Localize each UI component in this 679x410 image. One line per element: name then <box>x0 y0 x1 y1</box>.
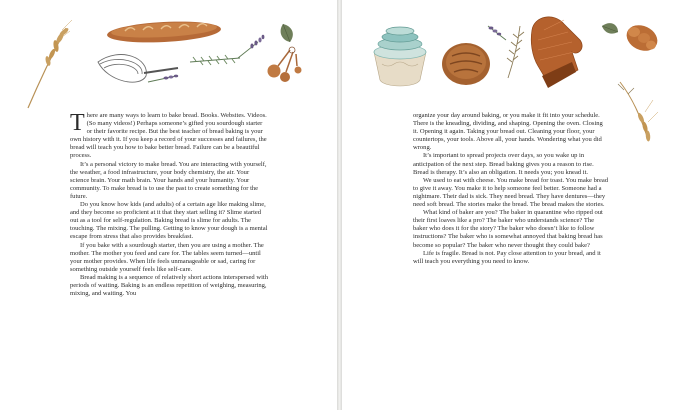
left-page-text <box>70 112 268 298</box>
leaf-icon <box>602 23 618 33</box>
paragraph: Bread making is a sequence of relatively short actions interspersed with periods of waiting. Baking is an endless repetition of weighing, measuring, mixing, and waiting. You <box>70 273 268 298</box>
nesting-bowls-icon <box>374 27 426 86</box>
measuring-spoons-icon <box>268 47 302 82</box>
leaf-icon <box>281 24 293 42</box>
right-page-text <box>413 112 609 266</box>
brioche-icon <box>622 20 661 55</box>
paragraph: organize your day around baking, or you make it fit into your schedule. There is the kneading, dividing, and shaping. Opening the oven. Closing it. Opening it again. Taking your bread out. Cleaning your floor, your countertops, your tools. Above all, your hands. Wondering what you did wrong. <box>413 112 603 152</box>
right-page <box>342 0 679 410</box>
oven-mitt-icon <box>531 17 582 88</box>
lavender-sprig-icon <box>238 35 264 58</box>
round-boule-icon <box>442 43 490 85</box>
paragraph: If you bake with a sourdough starter, then you are using a mother. The mother. The mother you feed and care for. The tables seem turned—until your mother provides. When life feels unmanageable or sad, caring for something outside yourself feels like self-care. <box>70 241 264 273</box>
paragraph: It’s important to spread projects over days, so you wake up in anticipation of the next step. Bread baking gives you a reason to rise. Bread is therapy. It’s also an obligation. It needs you; you knead it. <box>413 152 594 176</box>
paragraph: Do you know how kids (and adults) of a certain age like making slime, and they become so proficient at it that they start selling it? Slime started out as a tool for self-regulation. Baking bread is slime for adults. The touching. The mixing. The pulling. Getting to know your dough is a mental escape from stress that also provides breakfast. <box>70 201 268 241</box>
paragraph: We used to eat with cheese. You make bread for toast. You make bread to give it away. You make it to help someone feel better. Someone had a nightmare. Their dad is sick. They need bread. They have dentures—they need soft bread. The stories make the bread. The bread makes the stories. <box>413 176 609 209</box>
left-page <box>0 0 337 410</box>
wheat-stalk-icon <box>618 82 658 142</box>
paragraph: It’s a personal victory to make bread. You are interacting with yourself, the weather, a food infrastructure, your body chemistry, the air. Your science brain. Your math brain. Your hands and your humanity. Your community. To make bread is to use the past to create something for the future. <box>70 160 267 200</box>
rosemary-sprig-icon <box>190 55 240 65</box>
paragraph: There are many ways to learn to bake bread. Books. Websites. Videos. (So many videos!) Perhaps someone’s gifted you sourdough starter or their favorite recipe. But the best teacher of bread baking is your own history with it. If you keep a record of your successes and failures, the bread will teach you how to bake better bread. Failure can be a beautiful process. <box>70 110 267 160</box>
wheat-stalk-icon <box>28 20 72 108</box>
lavender-sprig-icon <box>488 26 506 40</box>
lavender-sprig-icon <box>148 75 178 82</box>
wheat-sprig-icon <box>507 26 524 78</box>
paragraph: Life is fragile. Bread is not. Pay close attention to your bread, and it will teach you everything you need to know. <box>413 249 601 265</box>
paragraph: What kind of baker are you? The baker in quarantine who ripped out their first loaves like a pro? The baker who understands science? The baker who does it for the story? The baker who doesn’t like to follow instructions? The baker who is somewhat annoyed that baking bread has become so popular? The baker who never thought they could bake? <box>413 209 603 249</box>
drop-cap: T <box>70 110 85 136</box>
baguette-icon <box>107 19 222 45</box>
